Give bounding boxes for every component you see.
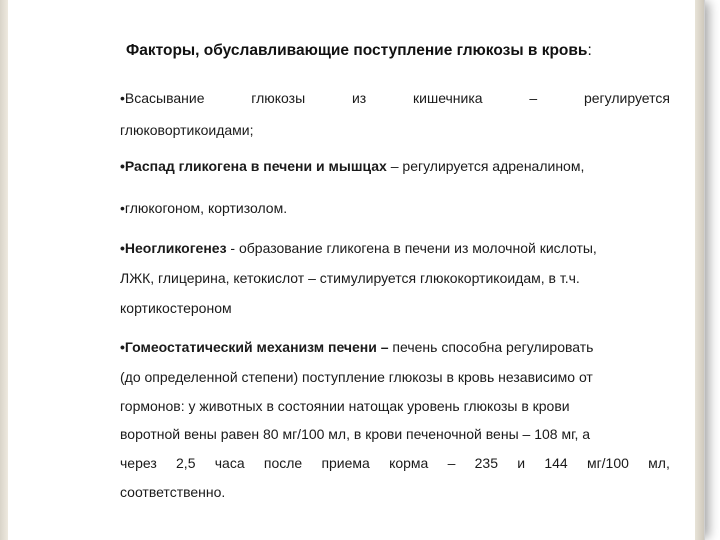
p1-word: – xyxy=(529,90,538,106)
p1-word: регулируется xyxy=(583,90,670,106)
p1-word: из xyxy=(351,90,367,106)
p5-rest: печень способна регулировать xyxy=(388,339,594,355)
p5-word: 144 xyxy=(544,455,568,471)
p3-line1: •глюкогоном, кортизолом. xyxy=(120,200,288,216)
p5-word: 2,5 xyxy=(176,455,196,471)
p5-word: и xyxy=(517,455,526,471)
p5-word: 235 xyxy=(474,455,498,471)
p1-line1 xyxy=(120,90,670,106)
p5-word: мг/100 xyxy=(586,455,629,471)
p4-bold: •Неогликогенез xyxy=(120,240,227,256)
p5-bold: •Гомеостатический механизм печени – xyxy=(120,339,389,355)
title-text: Факторы, обуславливающие поступление глюкозы в кровь xyxy=(126,42,588,59)
p2-bold: •Распад гликогена в печени и мышцах xyxy=(120,158,387,174)
p1-line2: глюковортикоидами; xyxy=(120,122,254,138)
p4-line1 xyxy=(120,240,670,256)
p5-word: приема xyxy=(321,455,370,471)
p5-word: мл, xyxy=(648,455,670,471)
p1-word: кишечника xyxy=(413,90,483,106)
p5-line1 xyxy=(120,339,670,355)
p1-word: •Всасывание xyxy=(120,90,205,106)
p2-line1 xyxy=(120,158,670,174)
p2-rest: – регулируется адреналином, xyxy=(386,158,585,174)
p5-line4: воротной вены равен 80 мг/100 мл, в крови печеночной вены – 108 мг, а xyxy=(120,426,591,442)
p4-line2: ЛЖК, глицерина, кетокислот – стимулируется глюкокортикоидам, в т.ч. xyxy=(120,270,580,286)
p5-word: после xyxy=(263,455,303,471)
p5-line6: соответственно. xyxy=(120,484,226,500)
p1-word: глюкозы xyxy=(251,90,306,106)
p4-line3: кортикостероном xyxy=(120,300,232,316)
p5-line2: (до определенной степени) поступление глюкозы в кровь независимо от xyxy=(120,369,593,385)
title-colon: : xyxy=(587,42,592,59)
p5-word: через xyxy=(120,455,157,471)
left-edge-bar xyxy=(0,0,8,540)
p4-rest: - образование гликогена в печени из молочной кислоты, xyxy=(226,240,597,256)
p5-word: часа xyxy=(214,455,245,471)
p5-line3: гормонов: у животных в состоянии натощак уровень глюкозы в крови xyxy=(120,398,570,414)
slide-title xyxy=(126,42,686,60)
p5-line5 xyxy=(120,455,670,471)
p5-word: корма xyxy=(389,455,429,471)
right-edge-bar xyxy=(695,0,704,540)
p5-word: – xyxy=(447,455,456,471)
